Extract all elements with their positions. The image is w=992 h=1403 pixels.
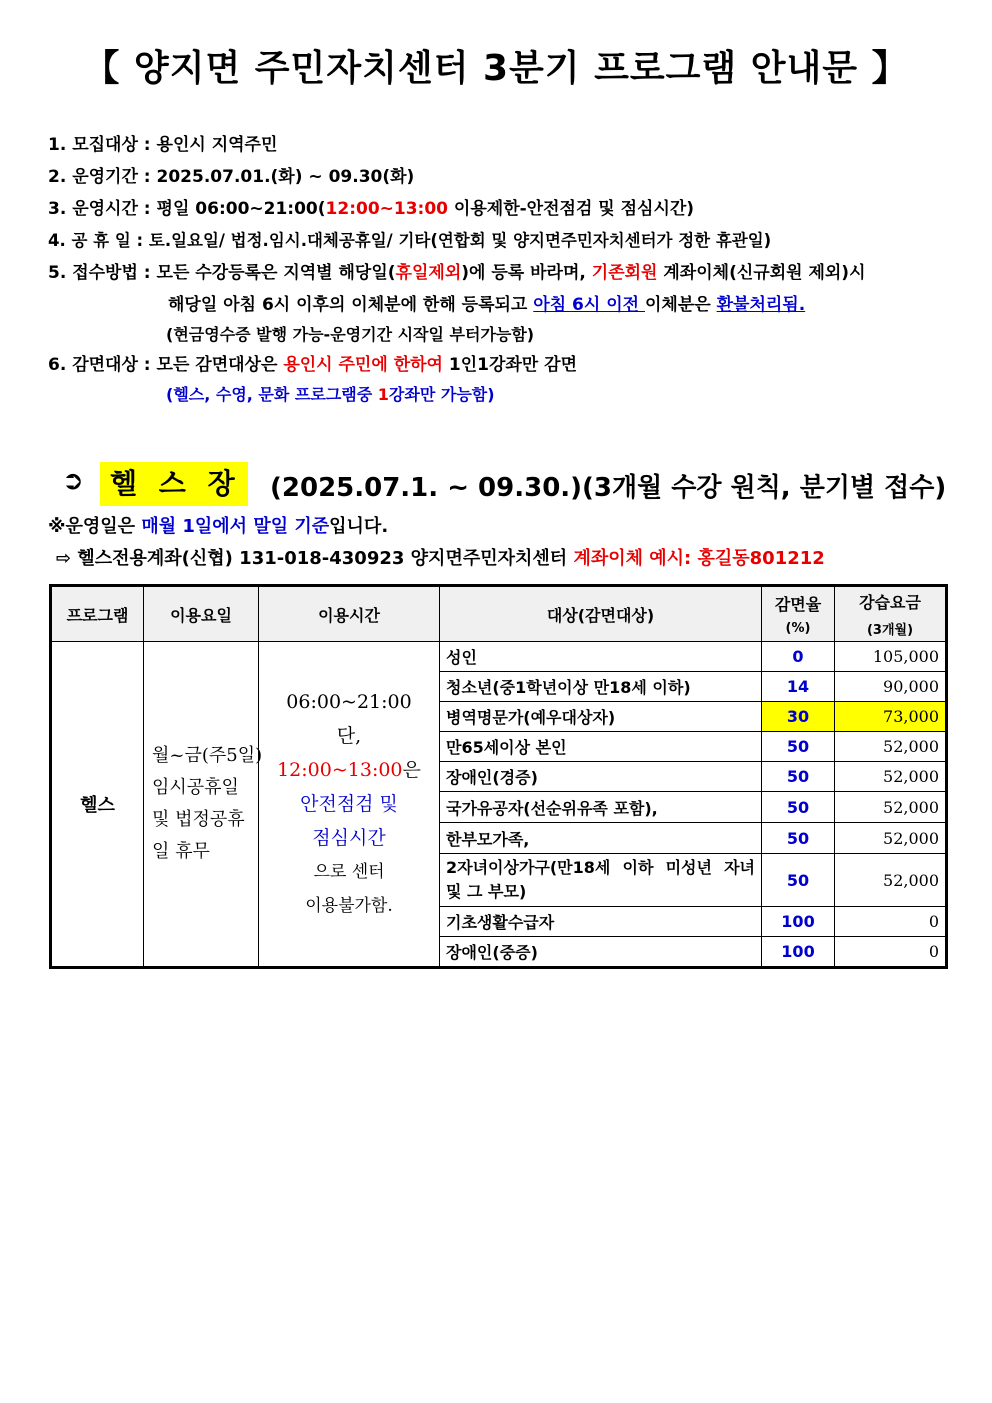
header-rate-label: 감면율: [774, 595, 822, 614]
cell-rate: 100: [762, 937, 835, 967]
page-title: 【 양지면 주민자치센터 3분기 프로그램 안내문 】: [83, 48, 909, 89]
time-line: 점심시간: [312, 827, 386, 849]
apply-before-6am: 아침 6시 이전: [533, 295, 645, 315]
apply-text: 이체분은: [644, 295, 717, 315]
time-line: [265, 753, 433, 787]
note-text: 입니다.: [329, 516, 389, 537]
cell-days: [144, 642, 263, 967]
header-fee-unit: (3개월): [866, 623, 914, 638]
time-line: 으로 센터: [313, 862, 385, 882]
section-period: (2025.07.1. ~ 09.30.)(3개월 수강 원칙, 분기별 접수): [270, 473, 947, 503]
account-text: ⇨ 헬스전용계좌(신협) 131-018-430923 양지면주민자치센터: [56, 548, 574, 569]
days-line: 임시공휴일: [152, 777, 239, 798]
time-line: 이용불가함.: [305, 896, 393, 916]
apply-text: 해당일 아침 6시 이후의 이체분에 한해 등록되고: [168, 295, 534, 315]
discount-text: 강좌만 가능함): [388, 385, 495, 404]
operating-note: [48, 512, 388, 538]
info-discount-line1: [48, 354, 577, 376]
apply-text: 계좌이체(신규회원 제외)시: [657, 263, 866, 283]
info-hours-suffix: 이용제한-안전점검 및 점심시간): [448, 199, 695, 219]
info-recruit: 1. 모집대상 : 용인시 지역주민: [48, 135, 278, 155]
cell-rate: 14: [762, 672, 835, 702]
header-fee: [835, 587, 946, 642]
cell-target: 2자녀이상가구(만18세 이하 미성년 자녀 및 그 부모): [440, 854, 762, 907]
cell-target: 병역명문가(예우대상자): [440, 702, 762, 732]
note-text: ※운영일은: [48, 516, 142, 537]
cell-target: 기초생활수급자: [440, 907, 762, 937]
apply-refund: 환불처리됨.: [716, 295, 806, 315]
cell-fee: 0: [835, 907, 946, 937]
cell-rate: 50: [762, 762, 835, 792]
info-hours: [48, 198, 694, 220]
cell-fee: 0: [835, 937, 946, 967]
header-days: 이용요일: [144, 587, 259, 642]
cell-rate: 30: [762, 702, 835, 732]
cell-target: 성인: [440, 642, 762, 672]
cell-rate: 50: [762, 854, 835, 907]
header-fee-label: 강습요금: [859, 593, 921, 612]
time-line: 06:00~21:00: [286, 691, 412, 713]
table-header-row: [52, 587, 946, 642]
time-line: 단,: [336, 725, 362, 747]
info-period: 2. 운영기간 : 2025.07.01.(화) ~ 09.30(화): [48, 167, 415, 187]
info-apply-line1: [48, 262, 866, 284]
cell-fee: 52,000: [835, 792, 946, 823]
cell-fee: 73,000: [835, 702, 946, 732]
cell-rate: 0: [762, 642, 835, 672]
discount-one: 1: [377, 385, 389, 404]
discount-text: (헬스, 수영, 문화 프로그램중: [166, 385, 378, 404]
discount-text: 6. 감면대상 : 모든 감면대상은: [48, 355, 284, 375]
time-line: 안전점검 및: [300, 793, 398, 815]
discount-yongin-only: 용인시 주민에 한하여: [283, 355, 443, 375]
table-row: [52, 642, 946, 672]
time-suffix: 은: [402, 759, 421, 781]
cell-target: 장애인(중증): [440, 937, 762, 967]
cell-fee: 52,000: [835, 732, 946, 762]
apply-existing-member: 기존회원: [591, 263, 658, 283]
cell-program: 헬스: [52, 642, 144, 967]
header-program: 프로그램: [52, 587, 144, 642]
cell-target: 한부모가족,: [440, 823, 762, 854]
cell-fee: 105,000: [835, 642, 946, 672]
cell-target: 국가유공자(선순위유족 포함),: [440, 792, 762, 823]
time-restricted: 12:00~13:00: [277, 759, 403, 781]
days-line: 일 휴무: [152, 841, 210, 862]
cell-target: 만65세이상 본인: [440, 732, 762, 762]
account-note: [56, 544, 825, 570]
note-highlight: 매월 1일에서 말일 기준: [141, 516, 330, 537]
info-discount-line2: [166, 384, 495, 406]
apply-holiday-excl: 휴일제외: [395, 263, 462, 283]
cell-target: 장애인(경증): [440, 762, 762, 792]
account-example: 계좌이체 예시: 홍길동801212: [573, 548, 825, 569]
apply-text: 5. 접수방법 : 모든 수강등록은 지역별 해당일(: [48, 263, 396, 283]
header-time: 이용시간: [259, 587, 440, 642]
section-name: 헬 스 장: [100, 462, 248, 506]
info-hours-prefix: 3. 운영시간 : 평일 06:00~21:00(: [48, 199, 326, 219]
info-apply-line2: [168, 294, 805, 316]
days-line: 및 법정공휴: [152, 809, 245, 830]
cell-rate: 50: [762, 792, 835, 823]
cell-fee: 90,000: [835, 672, 946, 702]
header-rate-unit: (%): [785, 621, 811, 636]
cell-fee: 52,000: [835, 823, 946, 854]
cell-time: [259, 642, 440, 967]
apply-text: )에 등록 바라며,: [461, 263, 592, 283]
days-line: 월~금(주5일): [152, 745, 263, 766]
cell-rate: 50: [762, 732, 835, 762]
arrow-icon: ➲: [62, 466, 84, 496]
cell-target: 청소년(중1학년이상 만18세 이하): [440, 672, 762, 702]
info-hours-restricted: 12:00~13:00: [325, 199, 449, 219]
cell-rate: 50: [762, 823, 835, 854]
cell-fee: 52,000: [835, 854, 946, 907]
info-apply-line3: (현금영수증 발행 가능-운영기간 시작일 부터가능함): [166, 325, 535, 344]
header-rate: [762, 587, 835, 642]
discount-text: 1인1강좌만 감면: [442, 355, 577, 375]
info-holiday: 4. 공 휴 일 : 토.일요일/ 법정.임시.대체공휴일/ 기타(연합회 및 양지면주민자치센터가 정한 휴관일): [48, 231, 772, 250]
header-target: 대상(감면대상): [440, 587, 762, 642]
program-table: [51, 586, 946, 967]
cell-fee: 52,000: [835, 762, 946, 792]
cell-rate: 100: [762, 907, 835, 937]
